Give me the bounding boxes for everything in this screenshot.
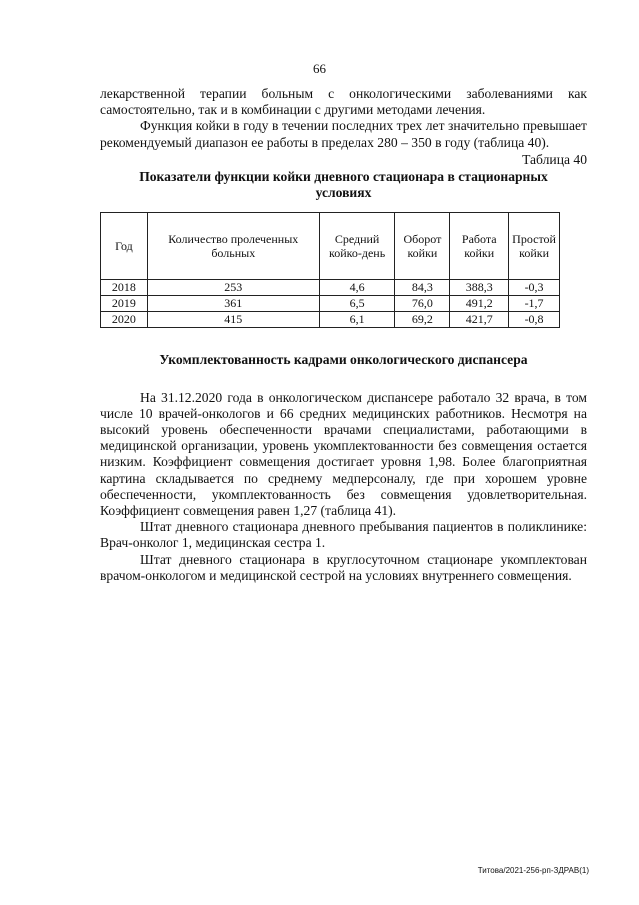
- table-cell: 2019: [101, 296, 148, 312]
- table-label: Таблица 40: [522, 151, 587, 167]
- table-cell: 361: [147, 296, 319, 312]
- table-row: [101, 312, 560, 328]
- table-row: [101, 296, 560, 312]
- header-year: Год: [101, 213, 148, 280]
- paragraph-day-hospital-staff: Штат дневного стационара дневного пребывания пациентов в поликлинике: Врач-онколог 1, медицинская сестра 1.: [100, 519, 587, 551]
- table-cell: 253: [147, 280, 319, 296]
- table-cell: 76,0: [395, 296, 450, 312]
- bed-function-table: [100, 212, 560, 328]
- paragraph-continuation: лекарственной терапии больным с онкологическими заболеваниями как самостоятельно, так и в комбинации с другими методами лечения.: [100, 86, 587, 118]
- table-cell: 388,3: [450, 280, 509, 296]
- table-cell: 84,3: [395, 280, 450, 296]
- paragraph-staffing: На 31.12.2020 года в онкологическом диспансере работало 32 врача, в том числе 10 врачей-онкологов и 66 средних медицинских работников. Несмотря на высокий уровень обеспеченности врачами специалистами, работающими в медицинской организации, уровень укомплектованности без совмещения остается низким. Коэффициент совмещения достигает уровня 1,98. Более благоприятная картина складывается по среднему медперсоналу, где при хорошем уровне обеспеченности, укомплектованность без совмещения удовлетворительная. Коэффициент совмещения равен 1,27 (таблица 41).: [100, 389, 587, 519]
- table-cell: 2020: [101, 312, 148, 328]
- table-cell: 491,2: [450, 296, 509, 312]
- header-bed-idle: Простой койки: [509, 213, 560, 280]
- table-header-row: [101, 213, 560, 280]
- table-cell: 6,5: [319, 296, 395, 312]
- header-bed-turnover: Оборот койки: [395, 213, 450, 280]
- table-cell: 415: [147, 312, 319, 328]
- table-cell: 6,1: [319, 312, 395, 328]
- table-cell: 421,7: [450, 312, 509, 328]
- table-cell: 4,6: [319, 280, 395, 296]
- paragraph-bed-function: Функция койки в году в течении последних трех лет значительно превышает рекомендуемый диапазон ее работы в пределах 280 – 350 в году (таблица 40).: [100, 118, 587, 150]
- page-number: 66: [313, 61, 326, 76]
- table-cell: 69,2: [395, 312, 450, 328]
- table-row: [101, 280, 560, 296]
- table-title: Показатели функции койки дневного стационара в стационарных условиях: [139, 169, 548, 201]
- header-avg-bed-day: Средний койко-день: [319, 213, 395, 280]
- paragraph-round-clock-staff: Штат дневного стационара в круглосуточном стационаре укомплектован врачом-онкологом и медицинской сестрой на условиях внутреннего совмещения.: [100, 551, 587, 583]
- header-bed-work: Работа койки: [450, 213, 509, 280]
- section-title: Укомплектованность кадрами онкологического диспансера: [159, 352, 528, 368]
- footer-document-id: Титова/2021-256-рп-ЗДРАВ(1): [477, 866, 589, 875]
- header-patients-treated: Количество пролеченных больных: [147, 213, 319, 280]
- table-cell: -0,3: [509, 280, 560, 296]
- table-cell: -0,8: [509, 312, 560, 328]
- table-cell: 2018: [101, 280, 148, 296]
- document-body: [100, 86, 587, 584]
- table-cell: -1,7: [509, 296, 560, 312]
